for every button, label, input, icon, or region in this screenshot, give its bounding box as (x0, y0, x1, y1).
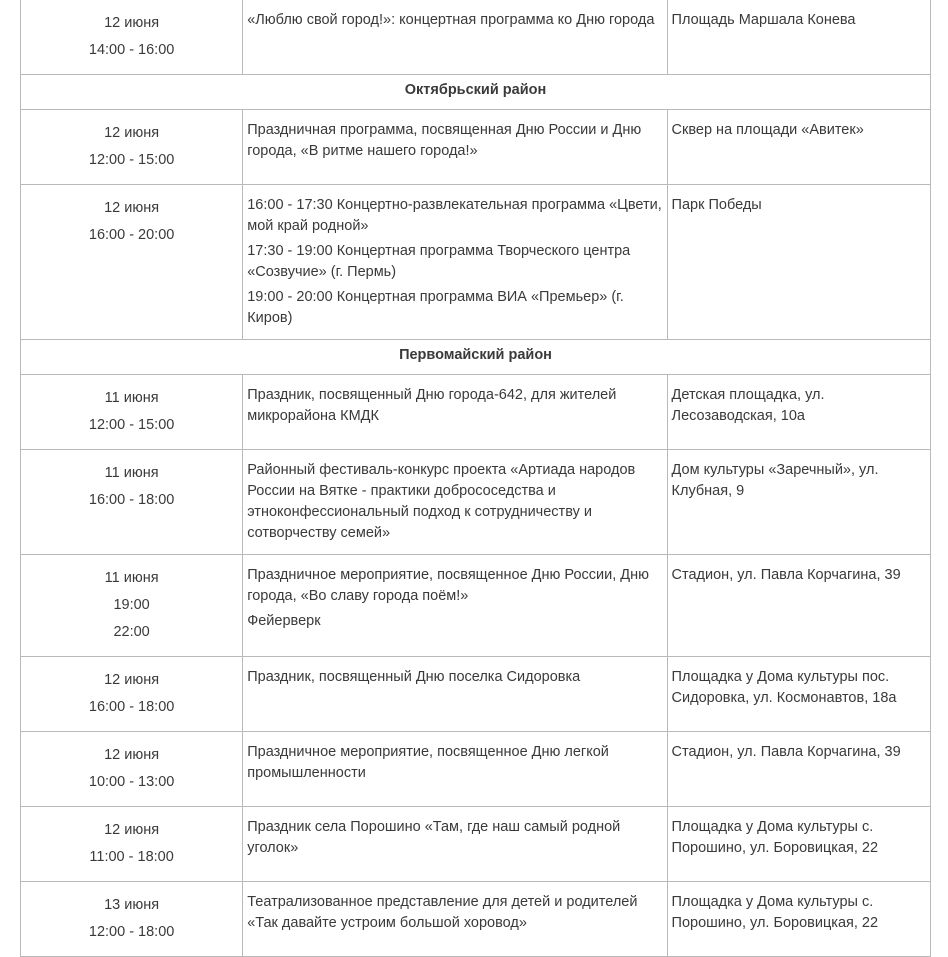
event-date: 12 июня (104, 200, 160, 216)
event-place: Сквер на площади «Авитек» (667, 110, 930, 185)
schedule-body (21, 0, 931, 957)
event-time: 12:00 - 15:00 (88, 152, 175, 168)
event-place: Стадион, ул. Павла Корчагина, 39 (667, 555, 930, 657)
event-date: 12 июня (104, 747, 160, 763)
event-description: Театрализованное представление для детей и родителей «Так давайте устроим большой хоровод» (247, 894, 638, 931)
event-date: 12 июня (104, 672, 160, 688)
event-description-cell (243, 882, 667, 957)
event-description-cell (243, 185, 667, 340)
event-date-cell (21, 882, 243, 957)
district-name: Первомайский район (21, 340, 931, 375)
event-row (21, 375, 931, 450)
event-place: Площадка у Дома культуры с. Порошино, ул. Боровицкая, 22 (667, 807, 930, 882)
event-description-cell (243, 807, 667, 882)
event-date: 12 июня (104, 822, 160, 838)
district-header-row (21, 340, 931, 375)
event-time: 22:00 (113, 624, 150, 640)
event-description-cell (243, 732, 667, 807)
event-place: Площадка у Дома культуры с. Порошино, ул. Боровицкая, 22 (667, 882, 930, 957)
event-date-cell (21, 657, 243, 732)
event-row (21, 732, 931, 807)
event-description: 19:00 - 20:00 Концертная программа ВИА «Премьер» (г. Киров) (247, 289, 624, 326)
event-row (21, 185, 931, 340)
event-date-cell (21, 0, 243, 75)
event-description-cell (243, 0, 667, 75)
event-row (21, 555, 931, 657)
event-description-cell (243, 110, 667, 185)
event-description: Праздник села Порошино «Там, где наш самый родной уголок» (247, 819, 621, 856)
event-date-cell (21, 185, 243, 340)
event-row (21, 450, 931, 555)
event-date: 11 июня (104, 390, 159, 406)
event-row (21, 657, 931, 732)
event-date: 11 июня (104, 570, 159, 586)
event-description: Праздничное мероприятие, посвященное Дню легкой промышленности (247, 744, 609, 781)
event-description: 16:00 - 17:30 Концертно-развлекательная программа «Цвети, мой край родной» (247, 197, 662, 234)
event-time: 19:00 (113, 597, 150, 613)
event-time: 16:00 - 18:00 (88, 699, 175, 715)
event-date: 11 июня (104, 465, 159, 481)
event-date: 12 июня (104, 125, 160, 141)
event-place: Детская площадка, ул. Лесозаводская, 10а (667, 375, 930, 450)
event-row (21, 110, 931, 185)
event-description-cell (243, 555, 667, 657)
event-date-cell (21, 555, 243, 657)
event-description-cell (243, 657, 667, 732)
event-date: 12 июня (104, 15, 160, 31)
event-place: Стадион, ул. Павла Корчагина, 39 (667, 732, 930, 807)
event-description: Районный фестиваль-конкурс проекта «Артиада народов России на Вятке - практики добрососедства и этноконфессиональный подход к сотрудничеству и сотворчеству семей» (247, 462, 636, 541)
event-time: 12:00 - 15:00 (88, 417, 175, 433)
event-row (21, 0, 931, 75)
event-place: Дом культуры «Заречный», ул. Клубная, 9 (667, 450, 930, 555)
event-date-cell (21, 807, 243, 882)
event-description: 17:30 - 19:00 Концертная программа Творческого центра «Созвучие» (г. Пермь) (247, 243, 631, 280)
event-description: Праздничное мероприятие, посвященное Дню России, Дню города, «Во славу города поём!» (247, 567, 649, 604)
event-date: 13 июня (104, 897, 160, 913)
event-date-cell (21, 450, 243, 555)
event-date-cell (21, 375, 243, 450)
event-description: Фейерверк (247, 613, 321, 629)
event-time: 16:00 - 20:00 (88, 227, 175, 243)
event-time: 14:00 - 16:00 (88, 42, 175, 58)
event-time: 16:00 - 18:00 (88, 492, 175, 508)
event-description: Праздник, посвященный Дню города-642, для жителей микрорайона КМДК (247, 387, 617, 424)
event-time: 10:00 - 13:00 (88, 774, 175, 790)
event-description: «Люблю свой город!»: концертная программа ко Дню города (247, 12, 655, 28)
event-row (21, 807, 931, 882)
event-time: 11:00 - 18:00 (89, 849, 174, 865)
event-description: Праздничная программа, посвященная Дню России и Дню города, «В ритме нашего города!» (247, 122, 642, 159)
event-place: Парк Победы (667, 185, 930, 340)
event-description-cell (243, 375, 667, 450)
event-date-cell (21, 732, 243, 807)
event-row (21, 882, 931, 957)
district-name: Октябрьский район (21, 75, 931, 110)
event-place: Площадь Маршала Конева (667, 0, 930, 75)
district-header-row (21, 75, 931, 110)
schedule-table (20, 0, 931, 957)
event-place: Площадка у Дома культуры пос. Сидоровка, ул. Космонавтов, 18а (667, 657, 930, 732)
event-time: 12:00 - 18:00 (88, 924, 175, 940)
event-description-cell (243, 450, 667, 555)
event-date-cell (21, 110, 243, 185)
event-description: Праздник, посвященный Дню поселка Сидоровка (247, 669, 581, 685)
